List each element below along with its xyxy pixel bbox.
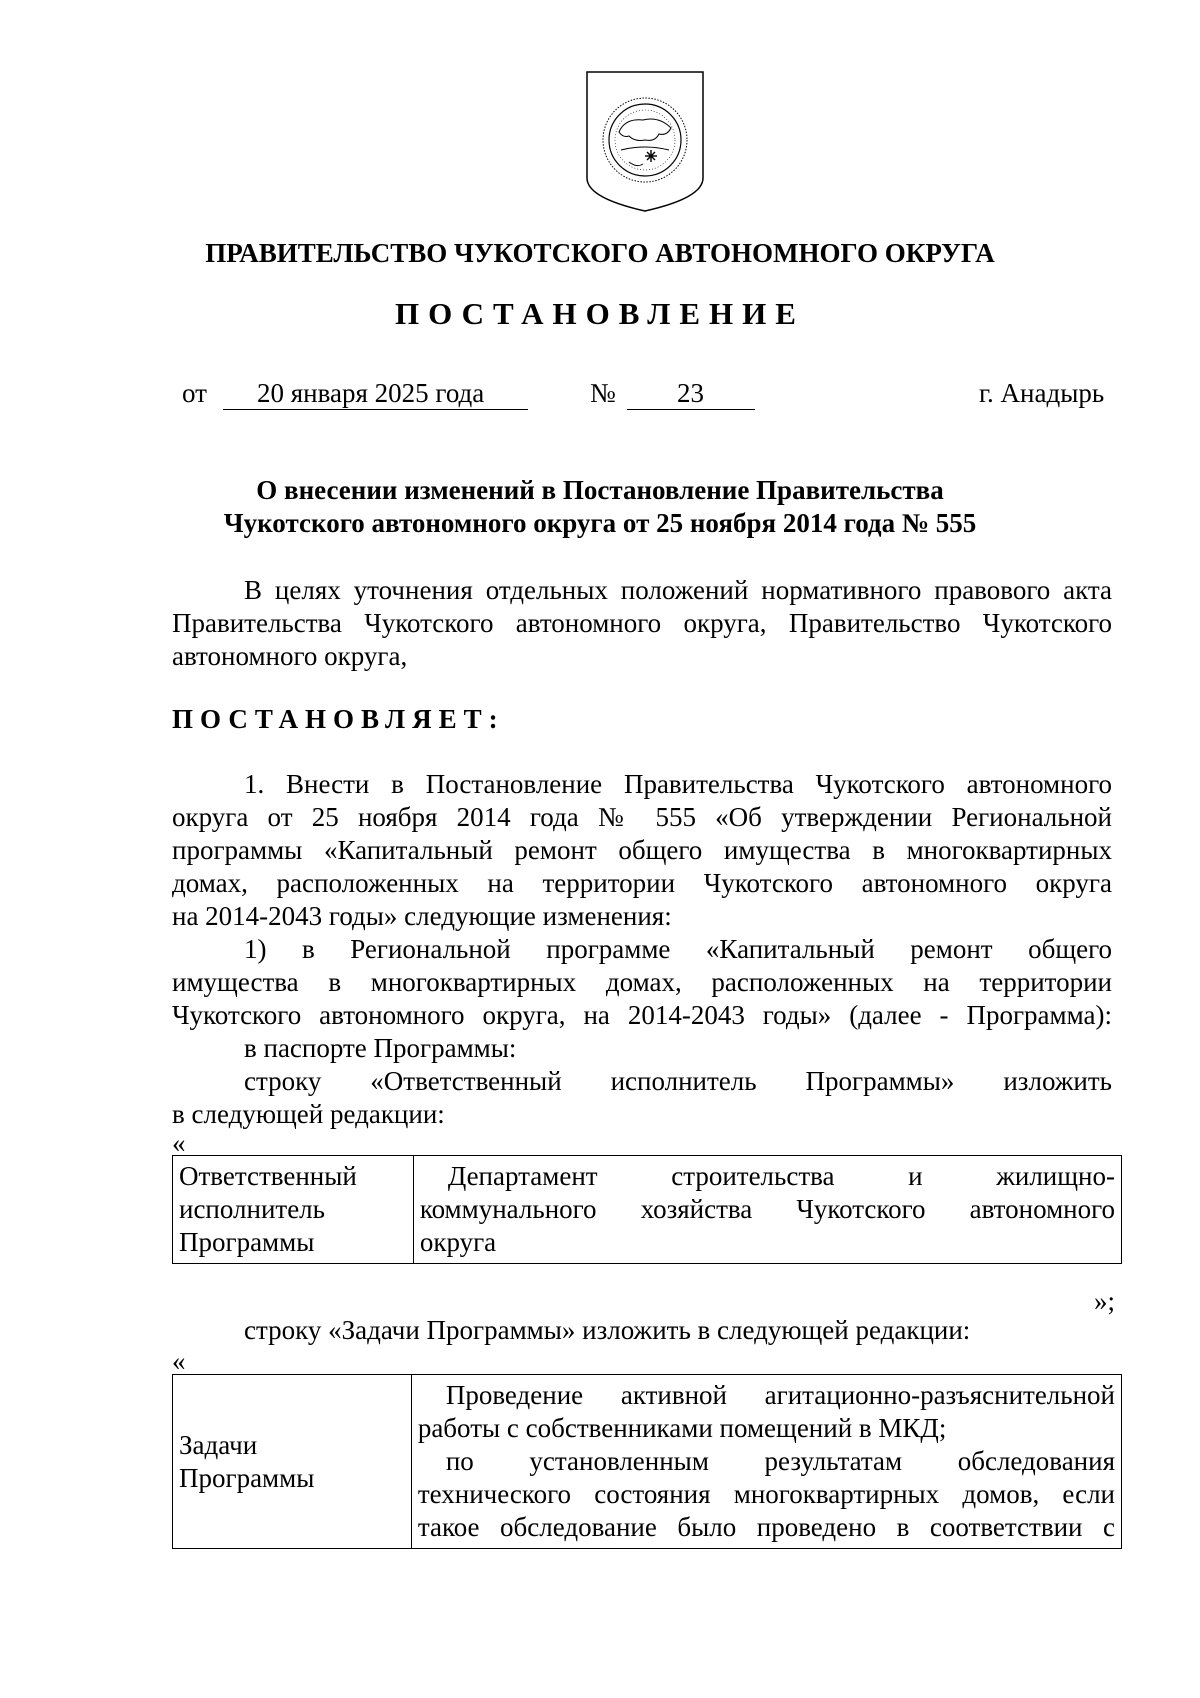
item-line: в следующей редакции: xyxy=(172,1099,445,1129)
document-type: ПОСТАНОВЛЕНИЕ xyxy=(395,296,805,331)
table-row xyxy=(173,1375,1122,1549)
table-cell-value: Департамент строительства и жилищно- коммунального хозяйства Чукотского автономного округа xyxy=(413,1156,1121,1264)
item-line: имущества в многоквартирных домах, расположенных на территории xyxy=(172,967,1112,997)
item-line: округа от 25 ноября 2014 года № 555 «Об утверждении Региональной xyxy=(172,802,1112,832)
tasks-intro-line: строку «Задачи Программы» изложить в следующей редакции: xyxy=(244,1315,971,1345)
date-from-label: от xyxy=(182,378,207,408)
table-cell-value: Проведение активной агитационно-разъяснительной работы с собственниками помещений в МКД; по установленным результатам обследования технического состояния многоквартирных домов, если такое обследование было проведено в соответствии с xyxy=(411,1375,1121,1549)
organization-title: ПРАВИТЕЛЬСТВО ЧУКОТСКОГО АВТОНОМНОГО ОКРУГА xyxy=(205,238,995,268)
table-cell-label: Ответственный исполнитель Программы xyxy=(173,1156,414,1264)
date-line xyxy=(0,376,1200,412)
quote-open-2: « xyxy=(172,1346,186,1376)
preamble-line: В целях уточнения отдельных положений нормативного правового акта xyxy=(244,575,1112,605)
quote-open-1: « xyxy=(172,1128,186,1158)
item-1 xyxy=(172,768,1112,1131)
document-title xyxy=(0,474,1200,540)
item-line: на 2014-2043 годы» следующие изменения: xyxy=(172,901,672,931)
responsible-executor-table xyxy=(172,1155,1122,1264)
title-line: Чукотского автономного округа от 25 ноября 2014 года № 555 xyxy=(223,508,977,538)
item-line: программы «Капитальный ремонт общего имущества в многоквартирных xyxy=(172,835,1112,865)
document-number: 23 xyxy=(677,378,704,408)
item-line: строку «Ответственный исполнитель Программы» изложить xyxy=(244,1066,1112,1096)
preamble-line: Правительства Чукотского автономного округа, Правительство Чукотского xyxy=(172,608,1112,638)
item-line: домах, расположенных на территории Чукотского автономного округа xyxy=(172,868,1112,898)
title-line: О внесении изменений в Постановление Правительства xyxy=(256,475,944,505)
coat-of-arms-emblem xyxy=(585,70,705,213)
preamble xyxy=(172,574,1112,673)
tasks-intro xyxy=(172,1314,1112,1347)
item-line: 1. Внести в Постановление Правительства Чукотского автономного xyxy=(244,769,1112,799)
city: г. Анадырь xyxy=(979,378,1105,408)
number-sign: № xyxy=(590,378,616,408)
item-line: в паспорте Программы: xyxy=(244,1033,517,1063)
table-row xyxy=(173,1156,1122,1264)
item-line: 1) в Региональной программе «Капитальный ремонт общего xyxy=(244,934,1112,964)
quote-close-1: »; xyxy=(1094,1286,1116,1316)
table-cell-label: Задачи Программы xyxy=(173,1375,412,1549)
item-line: Чукотского автономного округа, на 2014-2043 годы» (далее - Программа): xyxy=(172,1000,1112,1030)
document-date: 20 января 2025 года xyxy=(257,378,485,408)
resolves-heading: ПОСТАНОВЛЯЕТ: xyxy=(172,704,505,734)
preamble-line: автономного округа, xyxy=(172,641,408,671)
program-tasks-table xyxy=(172,1374,1122,1549)
